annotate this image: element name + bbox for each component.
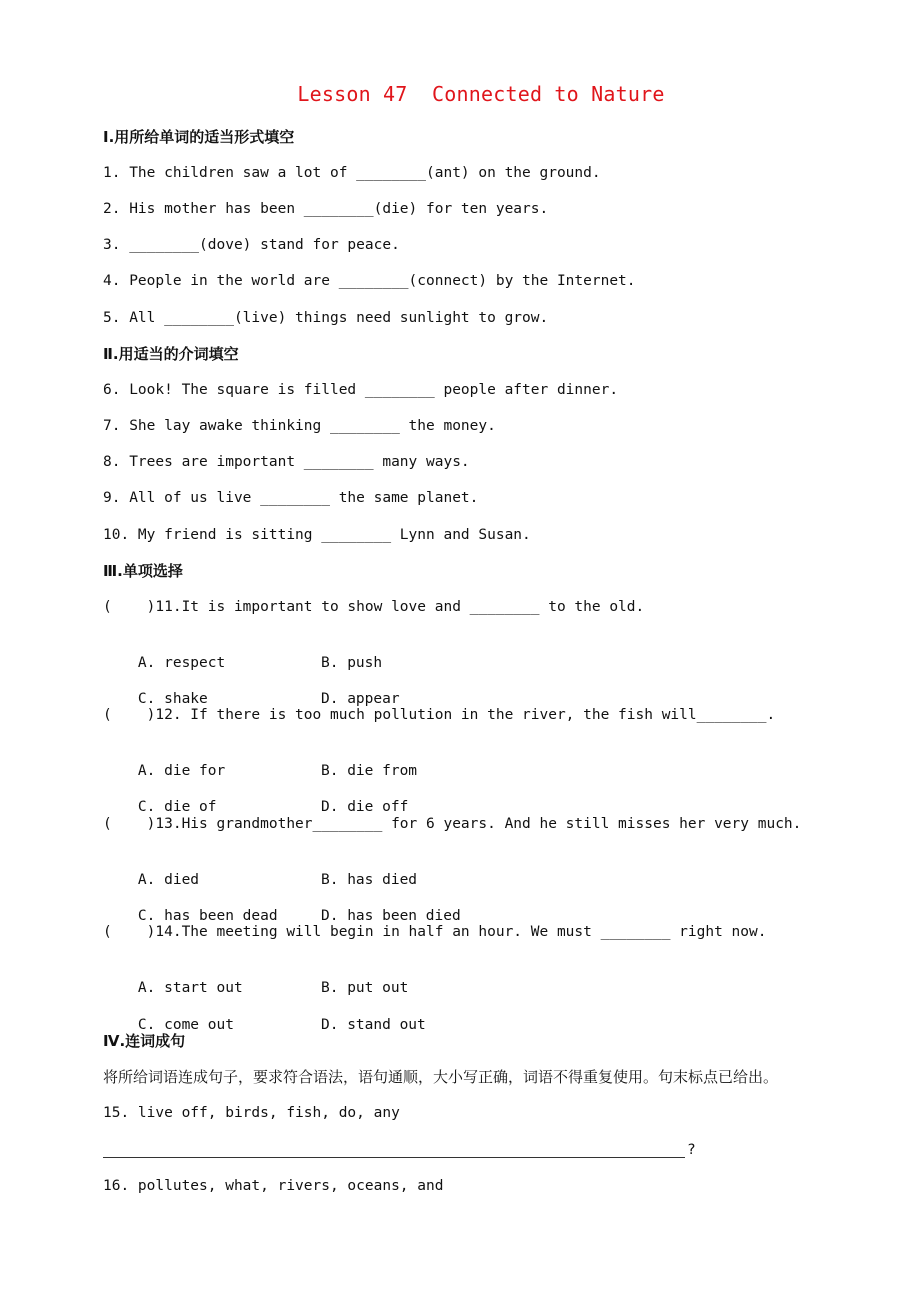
question-15-prompt: 15. live off, birds, fish, do, any <box>103 1105 400 1121</box>
option-c: C. die of <box>137 799 217 815</box>
option-b: B. put out <box>321 980 409 996</box>
question-15-answer-line <box>103 1157 685 1158</box>
question-13-stem: ( )13.His grandmother________ for 6 years. And he still misses her very much. <box>103 816 802 832</box>
option-b: B. has died <box>321 872 418 888</box>
question-7: 7. She lay awake thinking ________ the money. <box>103 418 496 434</box>
question-12-stem: ( )12. If there is too much pollution in the river, the fish will________. <box>103 707 776 723</box>
question-2: 2. His mother has been ________(die) for ten years. <box>103 201 549 217</box>
option-d: D. stand out <box>321 1017 426 1033</box>
option-a: A. died <box>137 872 200 888</box>
option-b: B. die from <box>321 763 418 779</box>
option-d: D. has been died <box>321 908 461 924</box>
option-a: A. respect <box>137 655 226 671</box>
question-11-stem: ( )11.It is important to show love and ________ to the old. <box>103 599 645 615</box>
question-14-stem: ( )14.The meeting will begin in half an hour. We must ________ right now. <box>103 924 767 940</box>
question-4: 4. People in the world are ________(connect) by the Internet. <box>103 273 636 289</box>
section-3-heading: Ⅲ.单项选择 <box>103 562 183 580</box>
question-9: 9. All of us live ________ the same planet. <box>103 490 479 506</box>
option-d: D. appear <box>321 691 400 707</box>
section-1-heading: Ⅰ.用所给单词的适当形式填空 <box>103 128 295 146</box>
option-b: B. push <box>321 655 383 671</box>
section-2-heading: Ⅱ.用适当的介词填空 <box>103 345 239 363</box>
question-8: 8. Trees are important ________ many ways. <box>103 454 470 470</box>
question-10: 10. My friend is sitting ________ Lynn and Susan. <box>103 527 531 543</box>
question-16-prompt: 16. pollutes, what, rivers, oceans, and <box>103 1178 444 1194</box>
page-title: Lesson 47 Connected to Nature <box>297 82 665 106</box>
option-c: C. has been dead <box>137 908 278 924</box>
section-4-instruction: 将所给词语连成句子，要求符合语法，语句通顺，大小写正确，词语不得重复使用。句末标点已给出。 <box>103 1068 779 1086</box>
option-c: C. come out <box>137 1017 234 1033</box>
question-5: 5. All ________(live) things need sunlight to grow. <box>103 310 549 326</box>
question-15-end-punctuation: ? <box>687 1142 696 1158</box>
question-6: 6. Look! The square is filled ________ people after dinner. <box>103 382 619 398</box>
section-4-heading: Ⅳ.连词成句 <box>103 1032 186 1050</box>
option-a: A. die for <box>137 763 226 779</box>
option-d: D. die off <box>321 799 409 815</box>
question-3: 3. ________(dove) stand for peace. <box>103 237 400 253</box>
option-c: C. shake <box>137 691 208 707</box>
question-1: 1. The children saw a lot of ________(ant) on the ground. <box>103 165 601 181</box>
option-a: A. start out <box>137 980 243 996</box>
